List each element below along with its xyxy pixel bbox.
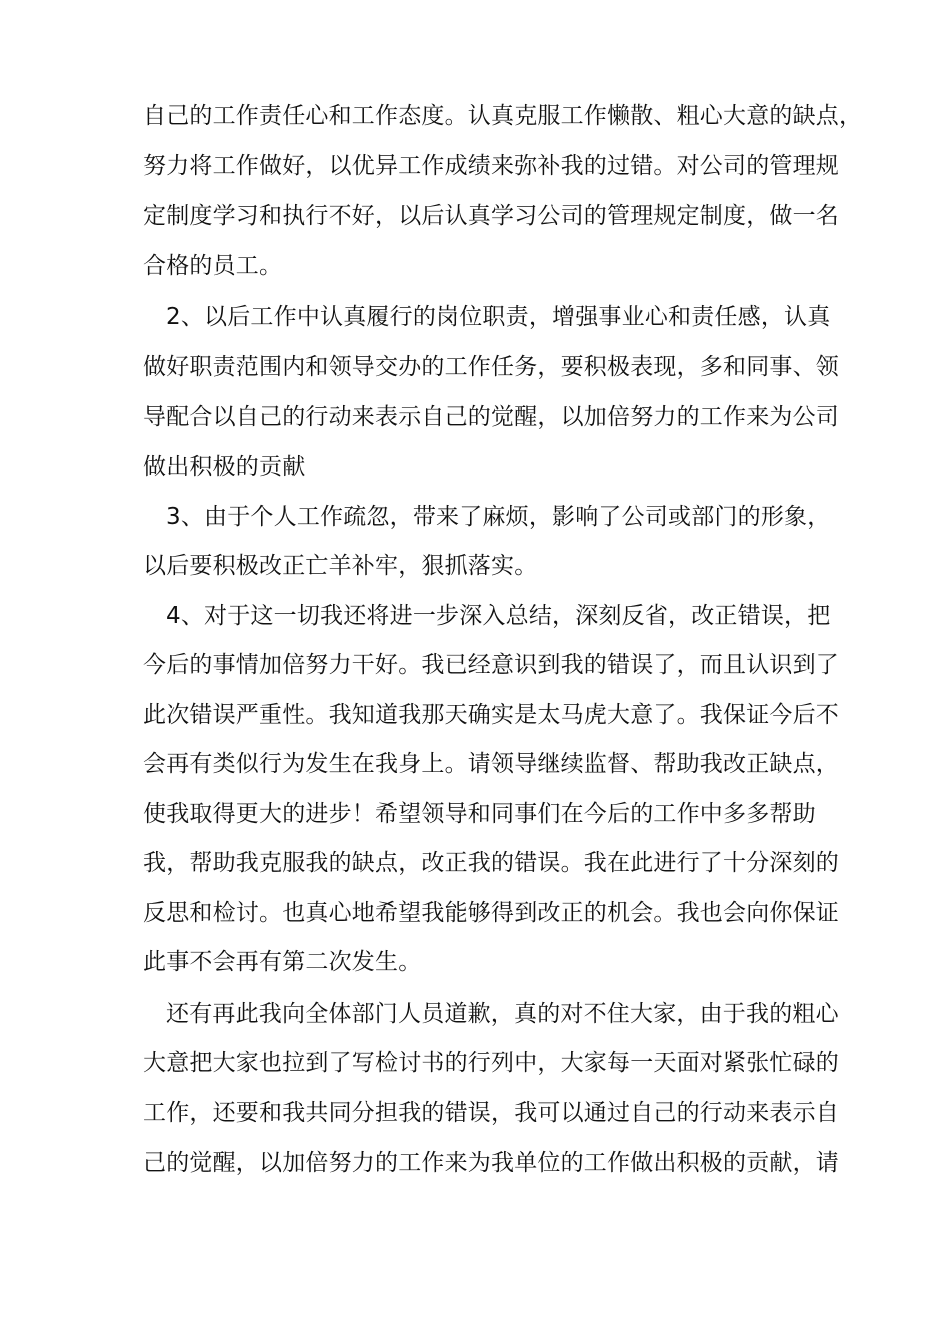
text-line: 合格的员工。 <box>143 253 283 279</box>
text-line: 反思和检讨。也真心地希望我能够得到改正的机会。我也会向你保证 <box>143 900 839 926</box>
text-line: 会再有类似行为发生在我身上。请领导继续监督、帮助我改正缺点， <box>143 751 839 777</box>
text-line: 使我取得更大的进步！希望领导和同事们在今后的工作中多多帮助 <box>143 801 816 827</box>
text-line: 我，帮助我克服我的缺点，改正我的错误。我在此进行了十分深刻的 <box>143 850 839 876</box>
text-line: 定制度学习和执行不好，以后认真学习公司的管理规定制度，做一名 <box>143 203 839 229</box>
text-line: 还有再此我向全体部门人员道歉，真的对不住大家，由于我的粗心 <box>166 1001 839 1027</box>
text-line: 2、以后工作中认真履行的岗位职责，增强事业心和责任感，认真 <box>166 304 831 330</box>
text-line: 导配合以自己的行动来表示自己的觉醒，以加倍努力的工作来为公司 <box>143 404 839 430</box>
text-line: 此事不会再有第二次发生。 <box>143 949 422 975</box>
text-line: 3、由于个人工作疏忽，带来了麻烦，影响了公司或部门的形象， <box>166 504 831 530</box>
text-line: 做好职责范围内和领导交办的工作任务，要积极表现，多和同事、领 <box>143 354 839 380</box>
text-line: 大意把大家也拉到了写检讨书的行列中，大家每一天面对紧张忙碌的 <box>143 1050 839 1076</box>
text-line: 自己的工作责任心和工作态度。认真克服工作懒散、粗心大意的缺点， <box>143 103 863 129</box>
text-line: 努力将工作做好，以优异工作成绩来弥补我的过错。对公司的管理规 <box>143 153 839 179</box>
text-line: 今后的事情加倍努力干好。我已经意识到我的错误了，而且认识到了 <box>143 652 839 678</box>
text-line: 己的觉醒，以加倍努力的工作来为我单位的工作做出积极的贡献，请 <box>143 1150 839 1176</box>
text-line: 4、对于这一切我还将进一步深入总结，深刻反省，改正错误，把 <box>166 603 831 629</box>
text-line: 此次错误严重性。我知道我那天确实是太马虎大意了。我保证今后不 <box>143 702 839 728</box>
text-line: 以后要积极改正亡羊补牢，狠抓落实。 <box>143 553 538 579</box>
text-line: 工作，还要和我共同分担我的错误，我可以通过自己的行动来表示自 <box>143 1100 839 1126</box>
text-line: 做出积极的贡献 <box>143 454 306 480</box>
